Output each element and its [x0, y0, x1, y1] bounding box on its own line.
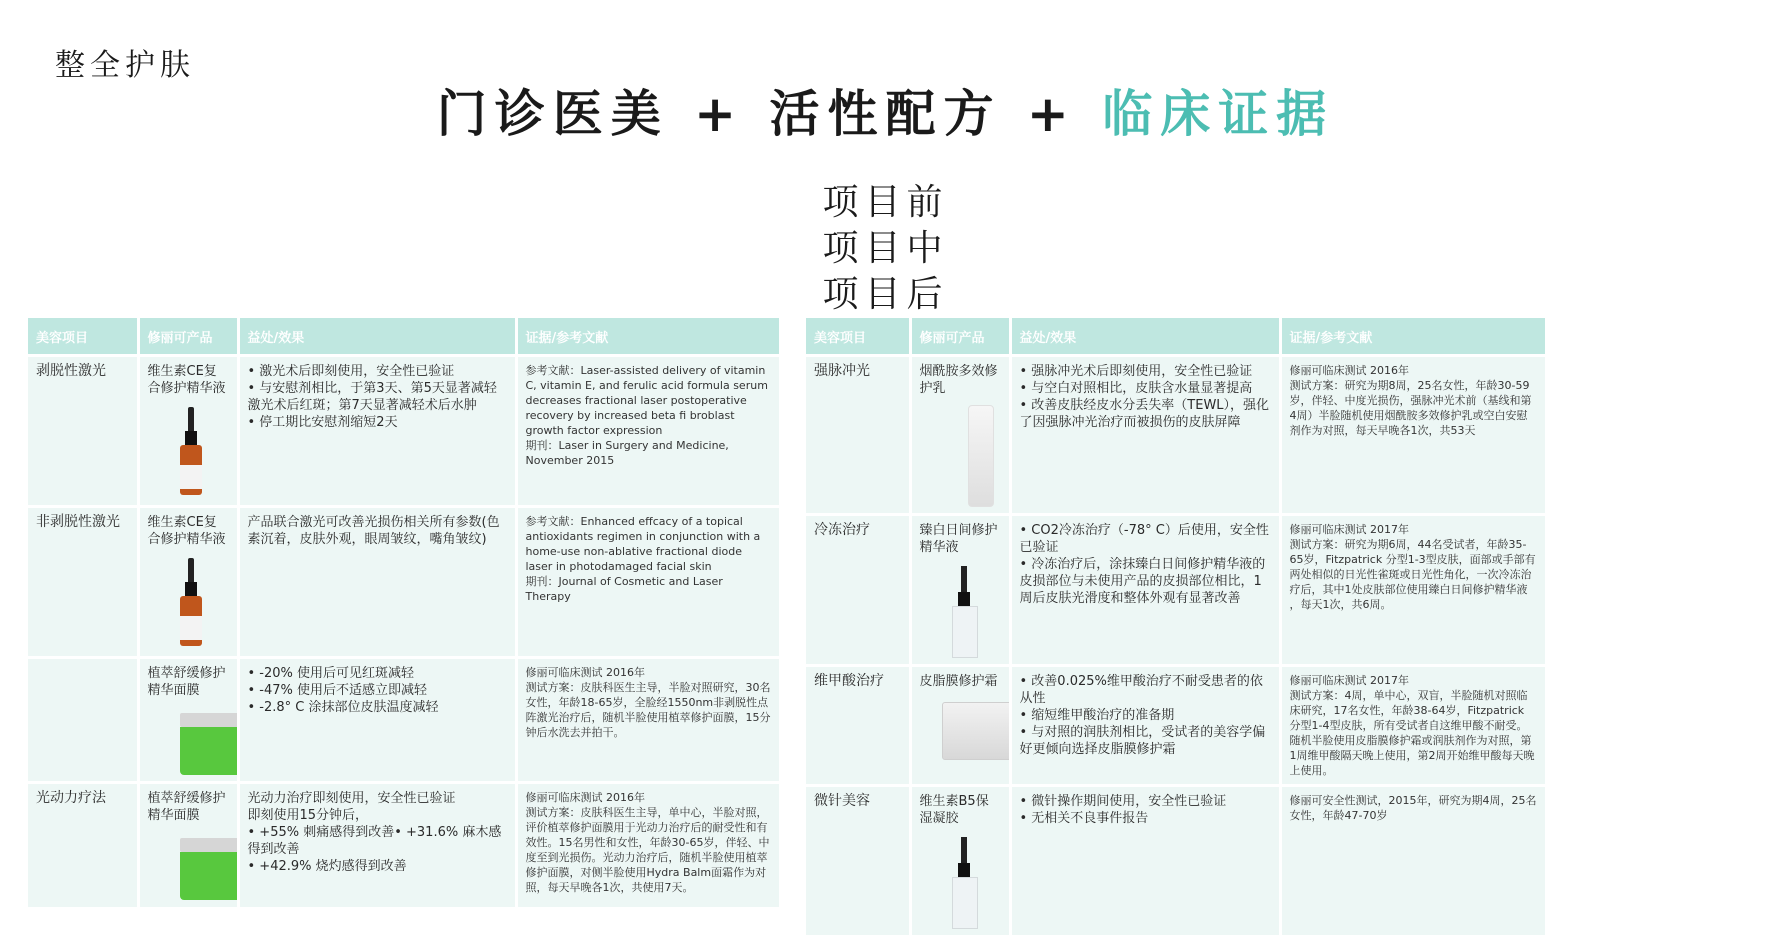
green-mask-jar-image [180, 838, 239, 900]
row-product [138, 356, 238, 507]
clear-serum-bottle-image [952, 837, 976, 929]
row-reference: 修丽可临床测试 2017年 测试方案：4周，单中心，双盲，半脸随机对照临床研究，17名女性，年龄38-64岁，Fitzpatrick 分型1-4型皮肤，所有受试者自这维甲酸不耐受。随机半脸使用皮脂膜修护霜或润肤剂作为对照，第1周维甲酸隔天晚上使用，第2周开始维甲酸每天晚上使用。 [1280, 666, 1546, 786]
row-product [910, 356, 1010, 515]
row-item: 冷冻治疗 [806, 515, 910, 666]
cream-jar-image [942, 702, 1011, 760]
left-evidence-table [28, 318, 782, 907]
row-product [910, 666, 1010, 786]
row-benefit: • CO2冷冻治疗（-78° C）后使用，安全性已验证 • 冷冻治疗后，涂抹臻白日间修护精华液的皮损部位与未使用产品的皮损部位相比，1周后皮肤光滑度和整体外观有显著改善 [1010, 515, 1280, 666]
row-benefit: • 微针操作期间使用，安全性已验证 • 无相关不良事件报告 [1010, 786, 1280, 936]
amber-serum-bottle-image [180, 558, 202, 650]
row-reference: 参考文献：Enhanced effcacy of a topical antioxidants regimen in conjunction with a home-use non-ablative fractional diode laser in photodamaged facial skin 期刊：Journal of Cosmetic and Laser Therapy [516, 507, 780, 658]
row-reference: 修丽可临床测试 2017年 测试方案：研究为期6周，44名受试者，年龄35-65岁，Fitzpatrick 分型1-3型皮肤，面部或手部有两处相似的日光性雀斑或日光性角化，一次冷冻治疗后，其中1处皮肤部位使用臻白日间修护精华液 ，每天1次，共6周。 [1280, 515, 1546, 666]
table-row [806, 515, 1546, 666]
row-benefit: • -20% 使用后可见红斑减轻 • -47% 使用后不适感立即减轻 • -2.8° C 涂抹部位皮肤温度减轻 [238, 658, 516, 783]
white-lotion-tube-image [968, 405, 994, 507]
table-header-row [28, 318, 780, 356]
row-product [910, 786, 1010, 936]
header-reference: 证据/参考文献 [1280, 318, 1546, 356]
row-reference: 参考文献：Laser-assisted delivery of vitamin C, vitamin E, and ferulic acid formula serum decreases fractional laser postoperative recovery by increased beta fi broblast growth factor expression 期刊：Laser in Surgery and Medicine, November 2015 [516, 356, 780, 507]
product-name: 维生素CE复合修护精华液 [147, 515, 226, 547]
table-header-row [806, 318, 1546, 356]
right-evidence-table [806, 318, 1548, 935]
row-benefit: • 改善0.025%维甲酸治疗不耐受患者的依从性 • 缩短维甲酸治疗的准备期 • 与对照的润肤剂相比，受试者的美容学偏好更倾向选择皮脂膜修护霜 [1010, 666, 1280, 786]
stage-during: 项目中 [822, 228, 949, 269]
table-row [806, 666, 1546, 786]
row-item: 微针美容 [806, 786, 910, 936]
headline-part-evidence: 临床证据 [1102, 85, 1335, 143]
row-item: 非剥脱性激光 [28, 507, 138, 658]
product-name: 维生素CE复合修护精华液 [147, 364, 226, 396]
brand-title: 整全护肤 [55, 48, 195, 83]
row-product [138, 783, 238, 907]
table-row [806, 786, 1546, 936]
product-name: 维生素B5保湿凝胶 [919, 794, 989, 826]
header-benefit: 益处/效果 [1010, 318, 1280, 356]
clear-serum-bottle-image [952, 566, 976, 658]
product-name: 臻白日间修护精华液 [919, 523, 998, 555]
row-item: 光动力疗法 [28, 783, 138, 907]
product-name: 植萃舒缓修护精华面膜 [147, 666, 226, 698]
table-row [28, 356, 780, 507]
headline [0, 74, 1771, 146]
row-reference: 修丽可安全性测试，2015年，研究为期4周，25名女性，年龄47-70岁 [1280, 786, 1546, 936]
green-mask-jar-image [180, 713, 239, 775]
stage-list [0, 180, 1771, 318]
table-row [28, 507, 780, 658]
row-reference: 修丽可临床测试 2016年 测试方案：皮肤科医生主导，半脸对照研究，30名女性，年龄18-65岁，全脸经1550nm非剥脱性点阵激光治疗后，随机半脸使用植萃修护面膜，15分钟后水洗去并拍干。 [516, 658, 780, 783]
row-benefit: • 激光术后即刻使用，安全性已验证 • 与安慰剂相比，于第3天、第5天显著减轻激光术后红斑；第7天显著减轻术后水肿 • 停工期比安慰剂缩短2天 [238, 356, 516, 507]
header-reference: 证据/参考文献 [516, 318, 780, 356]
amber-serum-bottle-image [180, 407, 202, 499]
product-name: 烟酰胺多效修护乳 [919, 364, 998, 396]
headline-part-clinic: 门诊医美 [436, 85, 669, 143]
stage-before: 项目前 [822, 182, 949, 223]
header-benefit: 益处/效果 [238, 318, 516, 356]
table-row [806, 356, 1546, 515]
row-item: 强脉冲光 [806, 356, 910, 515]
row-item: 剥脱性激光 [28, 356, 138, 507]
row-benefit: 产品联合激光可改善光损伤相关所有参数(色素沉着，皮肤外观，眼周皱纹，嘴角皱纹) [238, 507, 516, 658]
product-name: 皮脂膜修护霜 [919, 674, 998, 689]
headline-part-formula: 活性配方 [769, 85, 1002, 143]
headline-plus: + [694, 85, 745, 143]
row-product [910, 515, 1010, 666]
stage-after: 项目后 [822, 274, 949, 315]
table-row [28, 783, 780, 907]
table-row [28, 658, 780, 783]
header-item: 美容项目 [28, 318, 138, 356]
headline-plus: + [1026, 85, 1077, 143]
row-reference: 修丽可临床测试 2016年 测试方案：研究为期8周，25名女性，年龄30-59岁，伴轻、中度光损伤，强脉冲光术前（基线和第4周）半脸随机使用烟酰胺多效修护乳或空白安慰剂作为对照，每天早晚各1次，共53天 [1280, 356, 1546, 515]
header-product: 修丽可产品 [138, 318, 238, 356]
row-product [138, 507, 238, 658]
row-item [28, 658, 138, 783]
row-item: 维甲酸治疗 [806, 666, 910, 786]
row-benefit: • 强脉冲光术后即刻使用，安全性已验证 • 与空白对照相比，皮肤含水量显著提高 • 改善皮肤经皮水分丢失率（TEWL），强化了因强脉冲光治疗而被损伤的皮肤屏障 [1010, 356, 1280, 515]
header-item: 美容项目 [806, 318, 910, 356]
row-reference: 修丽可临床测试 2016年 测试方案：皮肤科医生主导，单中心，半脸对照，评价植萃修护面膜用于光动力治疗后的耐受性和有效性。15名男性和女性，年龄30-65岁，伴轻、中度至到光损伤。光动力治疗后，随机半脸使用植萃修护面膜，对侧半脸使用Hydra Balm面霜作为对照，每天早晚各1次，共使用7天。 [516, 783, 780, 907]
row-benefit: 光动力治疗即刻使用，安全性已验证 即刻使用15分钟后， • +55% 刺痛感得到改善• +31.6% 麻木感得到改善 • +42.9% 烧灼感得到改善 [238, 783, 516, 907]
header-product: 修丽可产品 [910, 318, 1010, 356]
product-name: 植萃舒缓修护精华面膜 [147, 791, 226, 823]
row-product [138, 658, 238, 783]
